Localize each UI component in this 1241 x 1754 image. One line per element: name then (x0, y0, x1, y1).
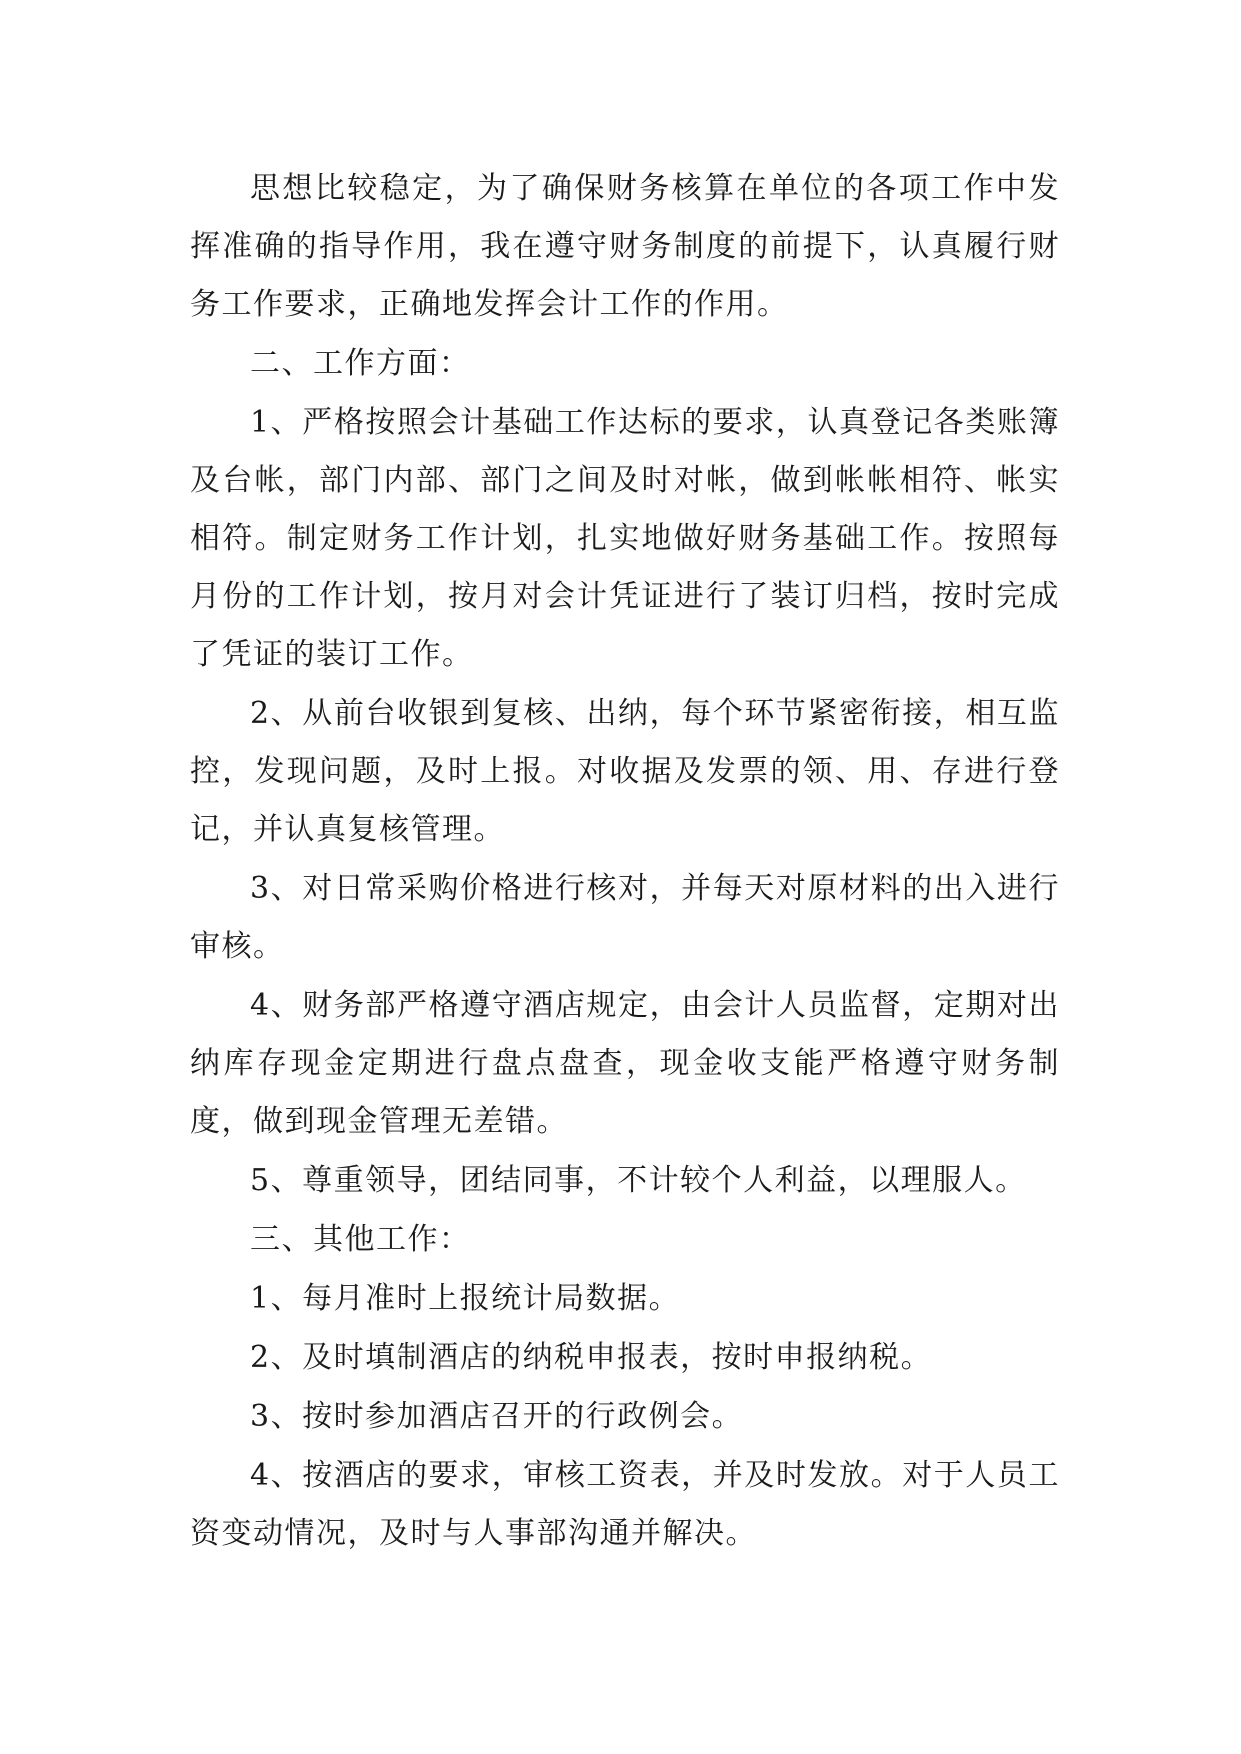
paragraph-work-4: 4、财务部严格遵守酒店规定，由会计人员监督，定期对出纳库存现金定期进行盘点盘查，现金收支能严格遵守财务制度，做到现金管理无差错。 (190, 988, 1060, 1139)
paragraph-other-1: 1、每月准时上报统计局数据。 (250, 1281, 681, 1316)
paragraph-other-2: 2、及时填制酒店的纳税申报表，按时申报纳税。 (250, 1340, 933, 1375)
section-heading-work: 二、工作方面： (250, 346, 471, 381)
paragraph-1: 思想比较稳定，为了确保财务核算在单位的各项工作中发挥准确的指导作用，我在遵守财务制度的前提下，认真履行财务工作要求，正确地发挥会计工作的作用。 (190, 171, 1060, 322)
paragraph-work-5: 5、尊重领导，团结同事，不计较个人利益，以理服人。 (250, 1163, 1027, 1198)
paragraph-work-1: 1、严格按照会计基础工作达标的要求，认真登记各类账簿及台帐，部门内部、部门之间及时对帐，做到帐帐相符、帐实相符。制定财务工作计划，扎实地做好财务基础工作。按照每月份的工作计划，按月对会计凭证进行了装订归档，按时完成了凭证的装订工作。 (190, 405, 1060, 672)
paragraph-other-3: 3、按时参加酒店召开的行政例会。 (250, 1399, 744, 1434)
paragraph-other-4: 4、按酒店的要求，审核工资表，并及时发放。对于人员工资变动情况，及时与人事部沟通并解决。 (190, 1458, 1060, 1551)
paragraph-work-3: 3、对日常采购价格进行核对，并每天对原材料的出入进行审核。 (190, 871, 1060, 964)
document-body (190, 160, 1060, 1564)
paragraph-work-2: 2、从前台收银到复核、出纳，每个环节紧密衔接，相互监控，发现问题，及时上报。对收据及发票的领、用、存进行登记，并认真复核管理。 (190, 696, 1060, 847)
section-heading-other: 三、其他工作： (250, 1222, 471, 1257)
